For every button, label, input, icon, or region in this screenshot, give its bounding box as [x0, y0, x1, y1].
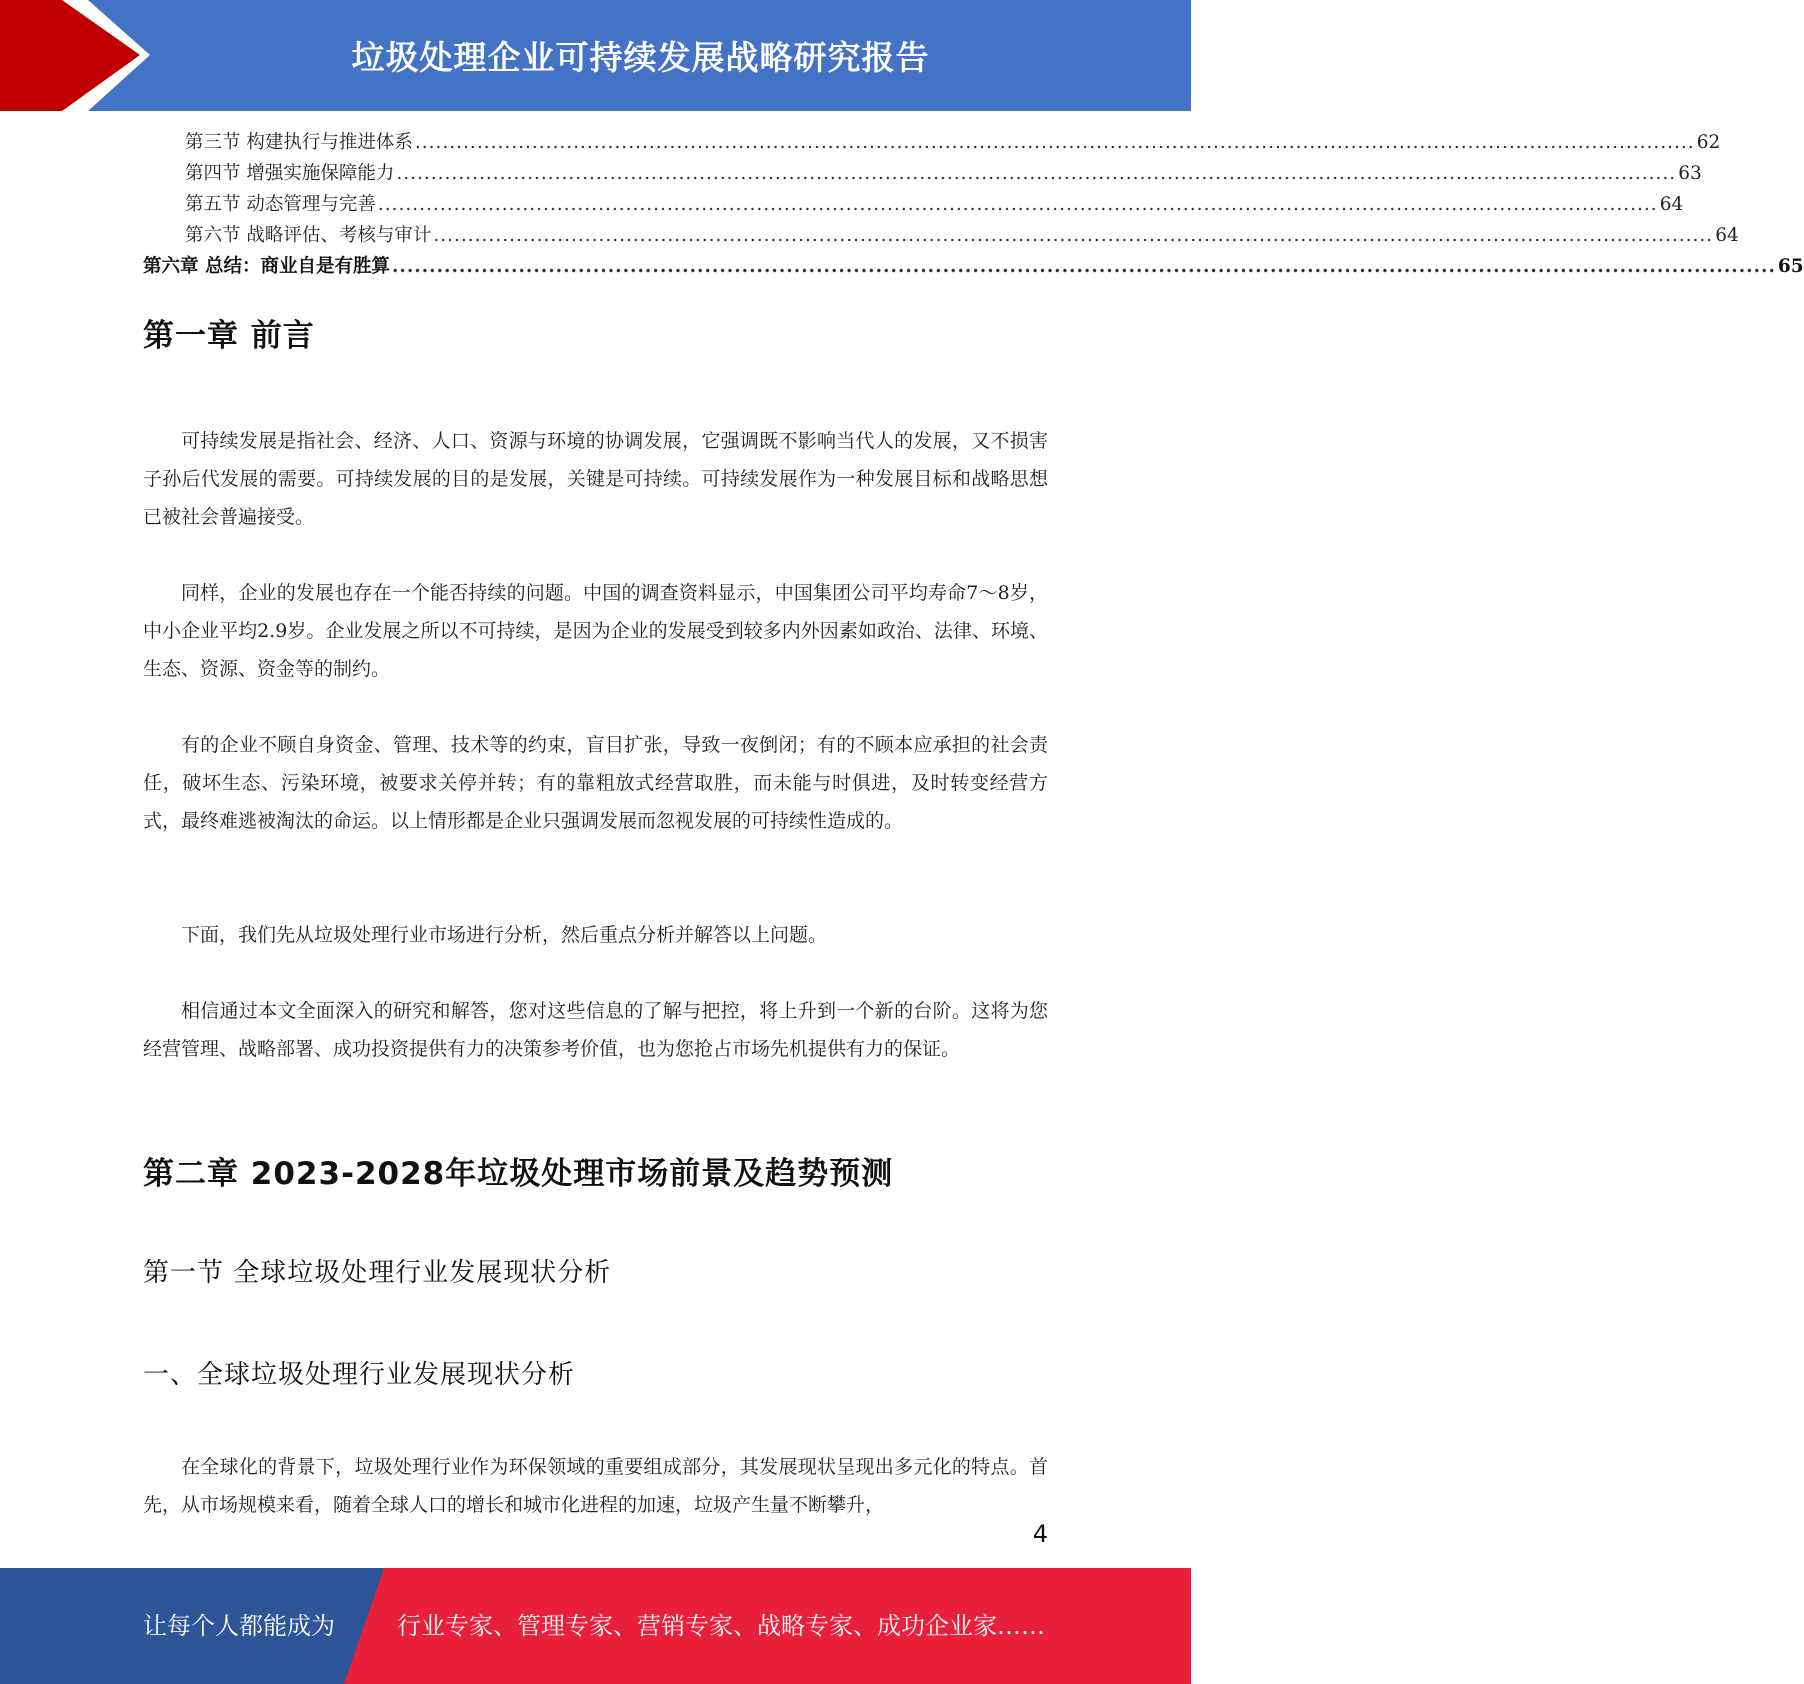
toc-entry-title: 第三节 构建执行与推进体系: [185, 132, 413, 153]
toc-entry-page: 63: [1678, 163, 1702, 184]
toc-entry-title: 第六章 总结：商业自是有胜算: [143, 256, 390, 277]
table-of-contents: [143, 128, 1804, 283]
body-paragraph: 同样，企业的发展也存在一个能否持续的问题。中国的调查资料显示，中国集团公司平均寿命7～8岁，中小企业平均2.9岁。企业发展之所以不可持续，是因为企业的发展受到较多内外因素如政治、法律、环境、生态、资源、资金等的制约。: [143, 582, 1048, 680]
toc-entry-title: 第六节 战略评估、考核与审计: [185, 225, 432, 246]
body-paragraph: 相信通过本文全面深入的研究和解答，您对这些信息的了解与把控，将上升到一个新的台阶。这将为您经营管理、战略部署、成功投资提供有力的决策参考价值，也为您抢占市场先机提供有力的保证。: [143, 1000, 1048, 1060]
chapter-2-heading: 第二章 2023-2028年垃圾处理市场前景及趋势预测: [143, 1156, 894, 1192]
body-paragraph: 在全球化的背景下，垃圾处理行业作为环保领域的重要组成部分，其发展现状呈现出多元化的特点。首先，从市场规模来看，随着全球人口的增长和城市化进程的加速，垃圾产生量不断攀升，: [143, 1456, 1048, 1516]
toc-entry[interactable]: [143, 190, 1684, 221]
report-title: 垃圾处理企业可持续发展战略研究报告: [351, 38, 930, 77]
toc-entry-page: 64: [1715, 225, 1739, 246]
footer-slogan-left: 让每个人都能成为: [143, 1612, 335, 1640]
footer-banner: [0, 1568, 1191, 1684]
body-paragraph: 下面，我们先从垃圾处理行业市场进行分析，然后重点分析并解答以上问题。: [181, 924, 828, 946]
toc-entry[interactable]: [143, 159, 1702, 190]
body-paragraph: 可持续发展是指社会、经济、人口、资源与环境的协调发展，它强调既不影响当代人的发展，又不损害子孙后代发展的需要。可持续发展的目的是发展，关键是可持续。可持续发展作为一种发展目标和战略思想已被社会普遍接受。: [143, 430, 1048, 528]
toc-entry-page: 64: [1659, 194, 1684, 215]
toc-entry-page: 62: [1696, 132, 1721, 153]
toc-leader-dots: ..........................................................................................................................................................................................: [414, 132, 1695, 153]
header-arrow-decoration: [0, 0, 160, 111]
section-heading: 第一节 全球垃圾处理行业发展现状分析: [143, 1258, 612, 1288]
page-number: 4: [1032, 1520, 1048, 1548]
toc-leader-dots: ..........................................................................................................................................................................................: [391, 256, 1776, 277]
footer-slogan-right: 行业专家、管理专家、营销专家、战略专家、成功企业家……: [397, 1612, 1045, 1640]
toc-entry[interactable]: [143, 128, 1721, 159]
subsection-heading: 一、全球垃圾处理行业发展现状分析: [143, 1360, 576, 1390]
toc-entry-page: 65: [1777, 256, 1804, 277]
toc-leader-dots: ..........................................................................................................................................................................................: [377, 194, 1658, 215]
toc-entry-title: 第五节 动态管理与完善: [185, 194, 376, 215]
toc-leader-dots: ..........................................................................................................................................................................................: [433, 225, 1714, 246]
toc-entry[interactable]: [143, 221, 1739, 252]
toc-entry-title: 第四节 增强实施保障能力: [185, 163, 395, 184]
body-paragraph: 有的企业不顾自身资金、管理、技术等的约束，盲目扩张，导致一夜倒闭；有的不顾本应承担的社会责任，破坏生态、污染环境，被要求关停并转；有的靠粗放式经营取胜，而未能与时俱进，及时转变经营方式，最终难逃被淘汰的命运。以上情形都是企业只强调发展而忽视发展的可持续性造成的。: [143, 734, 1048, 832]
chapter-1-heading: 第一章 前言: [143, 318, 315, 354]
header-banner: [0, 0, 1191, 111]
toc-leader-dots: ..........................................................................................................................................................................................: [396, 163, 1677, 184]
toc-entry-chapter[interactable]: [143, 252, 1804, 283]
